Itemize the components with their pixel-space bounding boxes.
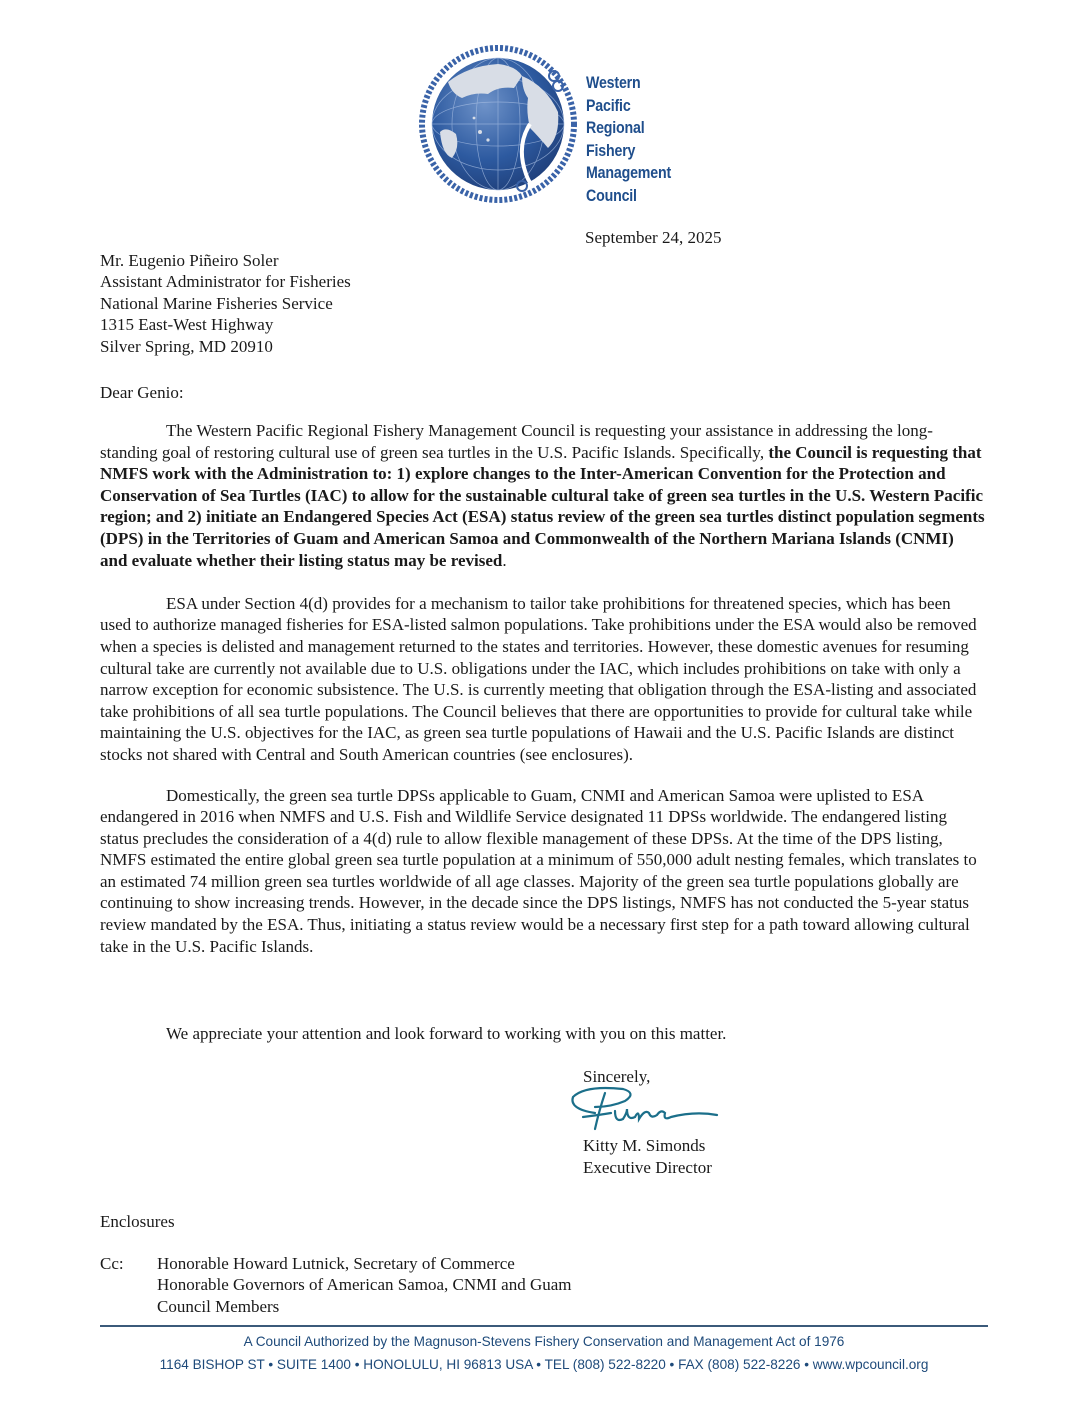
recipient-line: Mr. Eugenio Piñeiro Soler (100, 251, 279, 270)
closing-line: We appreciate your attention and look forward to working with you on this matter. (166, 1024, 727, 1043)
footer-divider (100, 1325, 988, 1327)
cc-recipient: Council Members (157, 1296, 280, 1316)
valediction: Sincerely, (583, 1067, 651, 1086)
body-paragraph (100, 420, 985, 571)
council-name-line: Pacific (586, 96, 631, 115)
body-paragraph: Domestically, the green sea turtle DPSs applicable to Guam, CNMI and American Samoa were uplisted to ESA endangered in 2016 when NMFS and U.S. Fish and Wildlife Service designated 11 DPSs worldwide. The endangered listing status precludes the consideration of a 4(d) rule to allow flexible management of these DPSs. At the time of the DPS listing, NMFS estimated the entire global green sea turtle population at a minimum of 550,000 adult nesting females, which translates to an estimated 74 million green sea turtles worldwide of all age classes. Majority of the green sea turtle populations globally are continuing to show increasing trends. However, in the decade since the DPS listings, NMFS has not conducted the 5-year status review mandated by the ESA. Thus, initiating a status review would be a necessary first step for a path toward allowing cultural take in the U.S. Pacific Islands. (100, 785, 977, 956)
recipient-line: 1315 East-West Highway (100, 315, 274, 335)
footer-contact: 1164 BISHOP ST • SUITE 1400 • HONOLULU, HI 96813 USA • TEL (808) 522-8220 • FAX (808) 522-8226 • www.wpcouncil.org (159, 1357, 929, 1372)
recipient-line: Silver Spring, MD 20910 (100, 336, 273, 356)
recipient-address (100, 250, 351, 357)
handwritten-signature-icon (565, 1083, 725, 1135)
letterhead (418, 36, 738, 216)
cc-recipient: Honorable Howard Lutnick, Secretary of Commerce (157, 1254, 515, 1273)
paragraph-bold-request: the Council is requesting that NMFS work with the Administration to: 1) explore changes to the Inter-American Convention for the Protection and Conservation of Sea Turtles (IAC) to allow for the sustainable cultural take of green sea turtles in the U.S. Western Pacific region; and 2) initiate an Endangered Species Act (ESA) status review of the green sea turtles distinct population segments (DPS) in the Territories of Guam and American Samoa and Commonwealth of the Northern Mariana Islands (CNMI) and evaluate whether their listing status may be revised (100, 442, 985, 570)
paragraph-end: . (502, 550, 507, 570)
council-name-line: Regional (586, 119, 645, 138)
council-name (586, 72, 671, 208)
paragraph-intro: The Western Pacific Regional Fishery Management Council is requesting your assistance in addressing the long-standing goal of restoring cultural use of green sea turtles in the U.S. Pacific Islands. Specifically, (100, 421, 933, 462)
cc-recipient: Honorable Governors of American Samoa, CNMI and Guam (157, 1275, 572, 1295)
body-paragraph: ESA under Section 4(d) provides for a mechanism to tailor take prohibitions for threatened species, which has been used to authorize managed fisheries for ESA-listed salmon populations. Take prohibitions under the ESA would also be removed when a species is delisted and management returned to the states and territories. However, these domestic avenues for resuming cultural take are currently not available due to U.S. obligations under the IAC, which includes prohibitions on take with only a narrow exception for economic subsistence. The U.S. is currently meeting that obligation through the ESA-listing and associated take prohibitions of all sea turtle populations. The Council believes that there are opportunities to provide for cultural take while maintaining the U.S. objectives for the IAC, as green sea turtle populations of Hawaii and the U.S. Pacific Islands are distinct stocks not shared with Central and South American countries (see enclosures). (100, 593, 977, 764)
council-name-line: Council (586, 186, 637, 205)
signer-title: Executive Director (583, 1157, 712, 1177)
globe-rope-logo-icon (418, 36, 583, 206)
recipient-line: National Marine Fisheries Service (100, 293, 333, 313)
signature-block (583, 1066, 725, 1178)
salutation: Dear Genio: (100, 383, 184, 402)
cc-label: Cc: (100, 1254, 124, 1273)
council-name-line: Fishery (586, 141, 636, 160)
council-name-line: Western (586, 74, 641, 92)
letter-date: September 24, 2025 (585, 228, 722, 247)
signer-name: Kitty M. Simonds (583, 1136, 706, 1156)
footer-authorization: A Council Authorized by the Magnuson-Stevens Fishery Conservation and Management Act of 1976 (243, 1334, 845, 1349)
enclosures-note: Enclosures (100, 1212, 175, 1231)
cc-recipients (157, 1253, 572, 1317)
recipient-line: Assistant Administrator for Fisheries (100, 272, 351, 292)
council-name-line: Management (586, 164, 672, 183)
letter-body (100, 420, 985, 979)
